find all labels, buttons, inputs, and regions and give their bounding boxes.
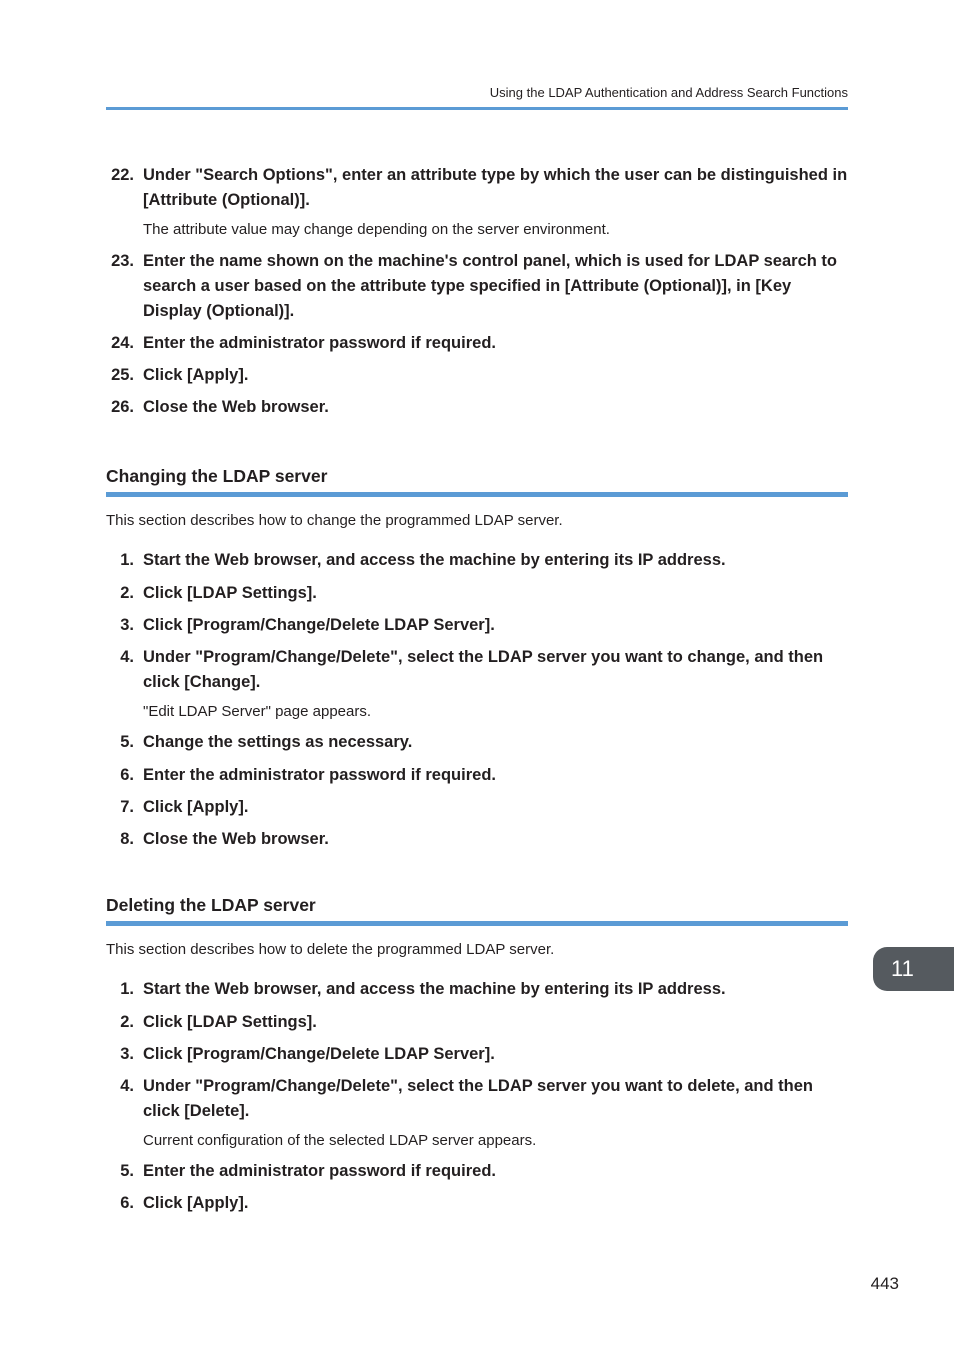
step-number: 4. <box>120 1077 134 1095</box>
step-text: Enter the administrator password if required. <box>143 334 496 352</box>
step-number: 5. <box>120 733 134 751</box>
step-text: Start the Web browser, and access the machine by entering its IP address. <box>143 551 726 569</box>
step-26 <box>106 395 848 420</box>
section-rule <box>106 492 848 497</box>
step-number: 22. <box>111 166 134 184</box>
step-number: 26. <box>111 398 134 416</box>
step-text: Enter the administrator password if required. <box>143 766 496 784</box>
step-number: 3. <box>120 1045 134 1063</box>
step-note: Current configuration of the selected LDAP server appears. <box>143 1132 537 1149</box>
step-number: 3. <box>120 616 134 634</box>
step-number: 6. <box>120 766 134 784</box>
step-number: 1. <box>120 551 134 569</box>
step-text: Under "Search Options", enter an attribute type by which the user can be distinguished in [Attribute (Optional)]. <box>143 166 848 209</box>
step-number: 4. <box>120 648 134 666</box>
step-text: Start the Web browser, and access the machine by entering its IP address. <box>143 980 726 998</box>
step-text: Close the Web browser. <box>143 398 329 416</box>
step-text: Click [Program/Change/Delete LDAP Server]. <box>143 616 495 634</box>
step-number: 5. <box>120 1162 134 1180</box>
step-text: Enter the name shown on the machine's control panel, which is used for LDAP search to search a user based on the attribute type specified in [Attribute (Optional)], in [Key Display (Optional)]. <box>143 252 837 320</box>
change-section <box>106 464 848 852</box>
step-text: Click [Apply]. <box>143 366 249 384</box>
step-text: Click [Apply]. <box>143 1194 249 1212</box>
step-text: Change the settings as necessary. <box>143 733 413 751</box>
step-number: 23. <box>111 252 134 270</box>
step-number: 25. <box>111 366 134 384</box>
section-title: Deleting the LDAP server <box>106 895 316 915</box>
step-23 <box>106 249 848 324</box>
section-rule <box>106 921 848 926</box>
step-number: 24. <box>111 334 134 352</box>
step-7 <box>106 795 848 820</box>
step-number: 2. <box>120 584 134 602</box>
step-text: Under "Program/Change/Delete", select the LDAP server you want to change, and then click [Change]. <box>143 648 824 691</box>
step-text: Under "Program/Change/Delete", select the LDAP server you want to delete, and then click [Delete]. <box>143 1077 814 1120</box>
step-2 <box>106 1010 848 1035</box>
step-note: "Edit LDAP Server" page appears. <box>143 703 372 720</box>
step-6 <box>106 763 848 788</box>
step-5 <box>106 730 848 755</box>
step-text: Click [LDAP Settings]. <box>143 1013 317 1031</box>
running-header: Using the LDAP Authentication and Address Search Functions <box>489 85 848 100</box>
step-1 <box>106 977 848 1002</box>
delete-section <box>106 893 848 1216</box>
step-25 <box>106 363 848 388</box>
step-6 <box>106 1191 848 1216</box>
page-number: 443 <box>870 1274 899 1293</box>
step-5 <box>106 1159 848 1184</box>
chapter-tab: 11 <box>873 947 954 991</box>
step-note: The attribute value may change depending on the server environment. <box>143 221 610 238</box>
step-text: Click [Program/Change/Delete LDAP Server]. <box>143 1045 495 1063</box>
step-3 <box>106 1042 848 1067</box>
step-4 <box>106 1074 848 1124</box>
step-number: 2. <box>120 1013 134 1031</box>
section-title: Changing the LDAP server <box>106 466 328 486</box>
step-text: Click [Apply]. <box>143 798 249 816</box>
step-24 <box>106 331 848 356</box>
step-text: Click [LDAP Settings]. <box>143 584 317 602</box>
step-4 <box>106 645 848 695</box>
header-rule <box>106 107 848 110</box>
step-text: Enter the administrator password if required. <box>143 1162 496 1180</box>
section-intro: This section describes how to change the programmed LDAP server. <box>106 512 563 529</box>
step-number: 8. <box>120 830 134 848</box>
step-2 <box>106 581 848 606</box>
step-number: 1. <box>120 980 134 998</box>
step-number: 6. <box>120 1194 134 1212</box>
step-3 <box>106 613 848 638</box>
step-text: Close the Web browser. <box>143 830 329 848</box>
step-8 <box>106 827 848 852</box>
step-number: 7. <box>120 798 134 816</box>
step-1 <box>106 548 848 573</box>
top-steps <box>106 163 848 420</box>
section-intro: This section describes how to delete the programmed LDAP server. <box>106 941 555 958</box>
step-22 <box>106 163 848 213</box>
